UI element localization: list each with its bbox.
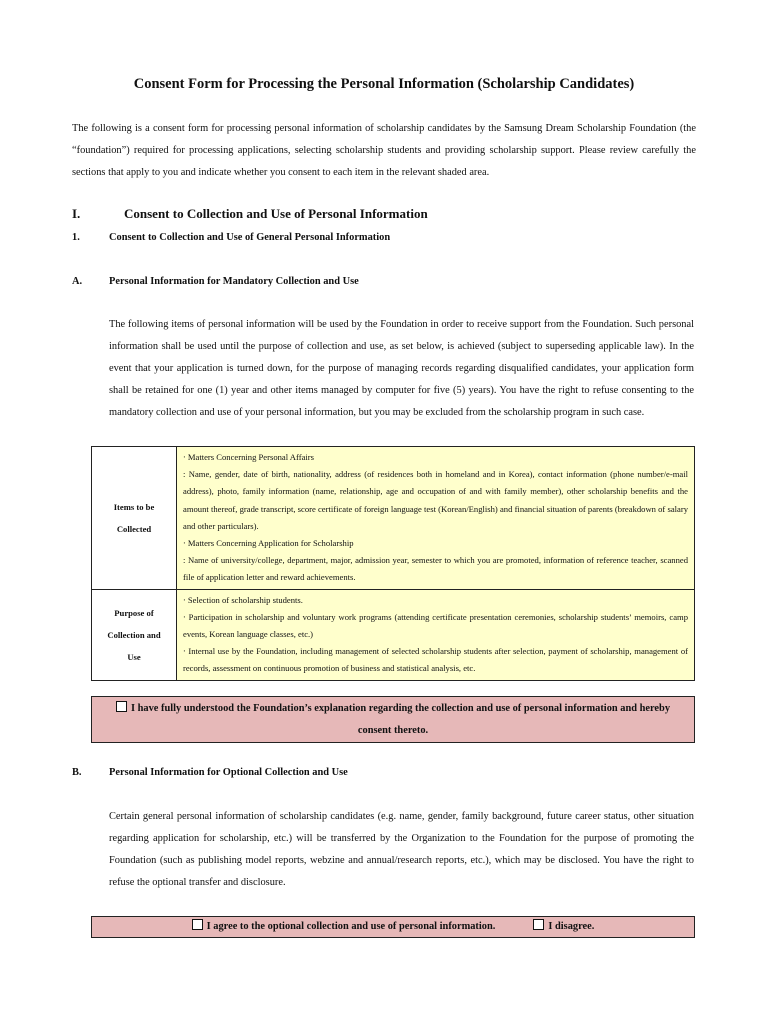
disagree-checkbox[interactable] (533, 919, 544, 930)
intro-paragraph: The following is a consent form for processing personal information of scholarship candidates by the Samsung Dream Scholarship Foundation (the “foundation”) required for processing applications, selecting scholarship students and providing scholarship support. Please review carefully the sections that apply to you and indicate whether you consent to each item in the relevant shaded area. (72, 123, 696, 178)
section-i-title: Consent to Collection and Use of Personal Information (124, 206, 428, 221)
section-i-heading (72, 206, 428, 222)
purpose-label-line-3: Use (127, 651, 141, 662)
personal-info-table (91, 446, 695, 681)
purpose-line: ‧ Selection of scholarship students. (183, 594, 303, 605)
purpose-label-line-2: Collection and (107, 629, 161, 640)
purpose-line: ‧ Internal use by the Foundation, including management of selected scholarship students after selection, payment of scholarship, management of records, assessment on continuous promotion of business and statistical analysis, etc. (183, 646, 688, 674)
section-1-number: 1. (72, 232, 80, 243)
consent-mandatory-text: I have fully understood the Foundation’s explanation regarding the collection and use of personal information and hereby consent thereto. (131, 703, 671, 736)
section-a-paragraph: The following items of personal information will be used by the Foundation in order to receive support from the Foundation. Such personal information shall be used until the purpose of collection and use, as set below, is achieved (subject to superseding applicable law). In the event that your application is turned down, for the purpose of managing records regarding disqualified candidates, your application form shall be retained for one (1) year and other items managed by computer for five (5) years). You have the right to refuse consenting to the mandatory collection and use of your personal information, but you may be excluded from the scholarship program in such case. (109, 319, 694, 418)
section-1-heading (72, 232, 390, 243)
items-content-cell (177, 447, 695, 590)
section-1-title: Consent to Collection and Use of General Personal Information (109, 232, 391, 243)
items-line: ‧ Matters Concerning Application for Scholarship (183, 538, 354, 549)
section-b-number: B. (72, 767, 82, 778)
consent-box-mandatory (91, 696, 695, 743)
agree-text: I agree to the optional collection and use of personal information. (206, 921, 496, 932)
table-row-items (92, 447, 695, 590)
consent-box-optional (91, 916, 695, 938)
section-a-title: Personal Information for Mandatory Collection and Use (109, 276, 359, 287)
purpose-label-line-1: Purpose of (114, 607, 154, 618)
section-a-number: A. (72, 276, 83, 287)
section-b-paragraph: Certain general personal information of scholarship candidates (e.g. name, gender, family background, future career status, other situation regarding application for scholarship, etc.) will be transferred by the Organization to the Foundation for the purpose of promoting the Foundation (such as publishing model reports, webzine and annual/research reports, etc.), which may be disclosed. You have the right to refuse the optional transfer and disclosure. (109, 811, 694, 888)
page-title: Consent Form for Processing the Personal Information (Scholarship Candidates) (133, 76, 635, 92)
table-row-purpose (92, 589, 695, 680)
purpose-line: ‧ Participation in scholarship and voluntary work programs (attending certificate presentation ceremonies, scholarship students’ memoirs, camp events, Korean language classes, etc.) (183, 611, 688, 640)
section-i-number: I. (72, 206, 81, 221)
consent-checkbox[interactable] (116, 701, 127, 712)
items-label-line-2: Collected (116, 523, 152, 534)
disagree-text: I disagree. (548, 921, 595, 932)
items-line: : Name of university/college, department, major, admission year, semester to which you are promoted, information of reference teacher, scanned file of application letter and reward achievements. (183, 555, 688, 583)
items-line: : Name, gender, date of birth, nationality, address (of residences both in homeland and in Korea), contact information (phone number/e-mail address), photo, family information (name, relationship, age and occupation of and with family member), other scholarship benefits and the amount thereof, grade transcript, score certificate of foreign language test (Korean/English) and financial situation of parents (breakdown of salary and other particulars). (183, 469, 688, 531)
purpose-label-cell (92, 589, 177, 680)
section-a-heading (72, 276, 359, 287)
items-line: ‧ Matters Concerning Personal Affairs (183, 452, 314, 462)
purpose-content-cell (177, 589, 695, 680)
items-label-line-1: Items to be (113, 501, 155, 512)
items-label-cell (92, 447, 177, 590)
agree-checkbox[interactable] (192, 919, 203, 930)
section-b-heading (72, 767, 348, 778)
section-b-title: Personal Information for Optional Collection and Use (109, 767, 348, 778)
